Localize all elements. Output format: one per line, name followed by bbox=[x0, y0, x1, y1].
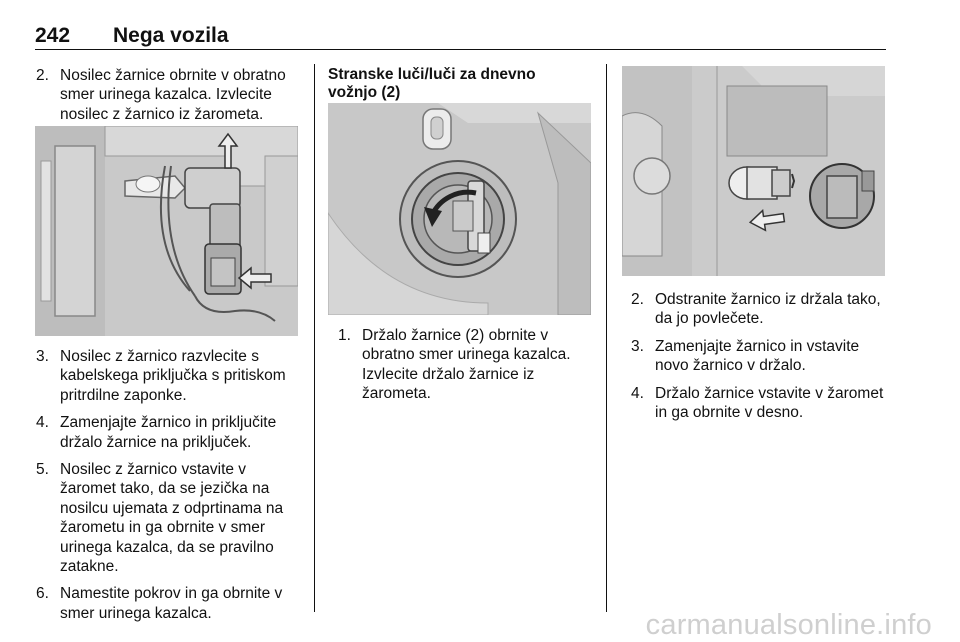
step-item bbox=[622, 337, 884, 376]
step-text: Nosilec z žarnico vstavite v žaromet tako, da se jezička na nosilcu ujemata z odprtinama na žarometu in ga obrnite v smer urinega kazalca, da se pravilno zatakne. bbox=[60, 461, 284, 576]
column-divider-1 bbox=[314, 64, 315, 612]
left-column-steps bbox=[36, 347, 302, 623]
step-text: Nosilec z žarnico razvlecite s kabelskega priključka s pritiskom pritrdilne zaponke. bbox=[60, 348, 286, 404]
figure-headlamp-bulb-holder bbox=[35, 126, 298, 336]
step-number: 4. bbox=[631, 384, 644, 402]
left-column-top bbox=[36, 66, 302, 124]
step-text: Odstranite žarnico iz držala tako, da jo povlečete. bbox=[655, 291, 881, 328]
right-column-steps bbox=[622, 290, 884, 422]
watermark: carmanualsonline.info bbox=[645, 609, 932, 641]
section-heading: Stranske luči/luči za dnevno vožnjo (2) bbox=[328, 66, 536, 101]
step-item bbox=[36, 347, 302, 405]
step-text: Zamenjajte žarnico in priključite držalo žarnice na priključek. bbox=[60, 414, 277, 451]
page-number: 242 bbox=[35, 24, 71, 47]
step-text: Držalo žarnice vstavite v žaromet in ga obrnite v desno. bbox=[655, 384, 884, 422]
step-number: 3. bbox=[631, 337, 644, 355]
column-divider-2 bbox=[606, 64, 607, 612]
step-item bbox=[36, 460, 302, 576]
step-text: Nosilec žarnice obrnite v obratno smer urinega kazalca. Izvlecite nosilec z žarnico iz žarometa. bbox=[60, 67, 286, 123]
step-item bbox=[622, 384, 884, 423]
middle-column-heading bbox=[328, 66, 588, 102]
figure-bulb-removal bbox=[622, 66, 885, 276]
step-number: 2. bbox=[36, 67, 49, 84]
page-header bbox=[35, 24, 885, 48]
header-rule bbox=[35, 49, 886, 50]
step-item bbox=[36, 413, 302, 452]
step-number: 4. bbox=[36, 414, 49, 432]
figure-side-light-holder bbox=[328, 103, 591, 315]
step-item bbox=[36, 584, 302, 623]
step-text: Zamenjajte žarnico in vstavite novo žarnico v držalo. bbox=[655, 337, 860, 375]
step-number: 3. bbox=[36, 348, 49, 365]
step-number: 1. bbox=[338, 327, 351, 344]
step-item bbox=[328, 326, 588, 404]
chapter-title: Nega vozila bbox=[113, 24, 229, 47]
step-number: 5. bbox=[36, 461, 49, 479]
step-text: Namestite pokrov in ga obrnite v smer urinega kazalca. bbox=[60, 585, 283, 622]
step-item bbox=[36, 66, 302, 124]
step-text: Držalo žarnice (2) obrnite v obratno smer urinega kazalca. Izvlecite držalo žarnice iz žarometa. bbox=[362, 327, 571, 403]
step-number: 2. bbox=[631, 291, 644, 308]
step-item bbox=[622, 290, 884, 329]
step-number: 6. bbox=[36, 585, 49, 603]
middle-column-steps bbox=[328, 326, 588, 404]
